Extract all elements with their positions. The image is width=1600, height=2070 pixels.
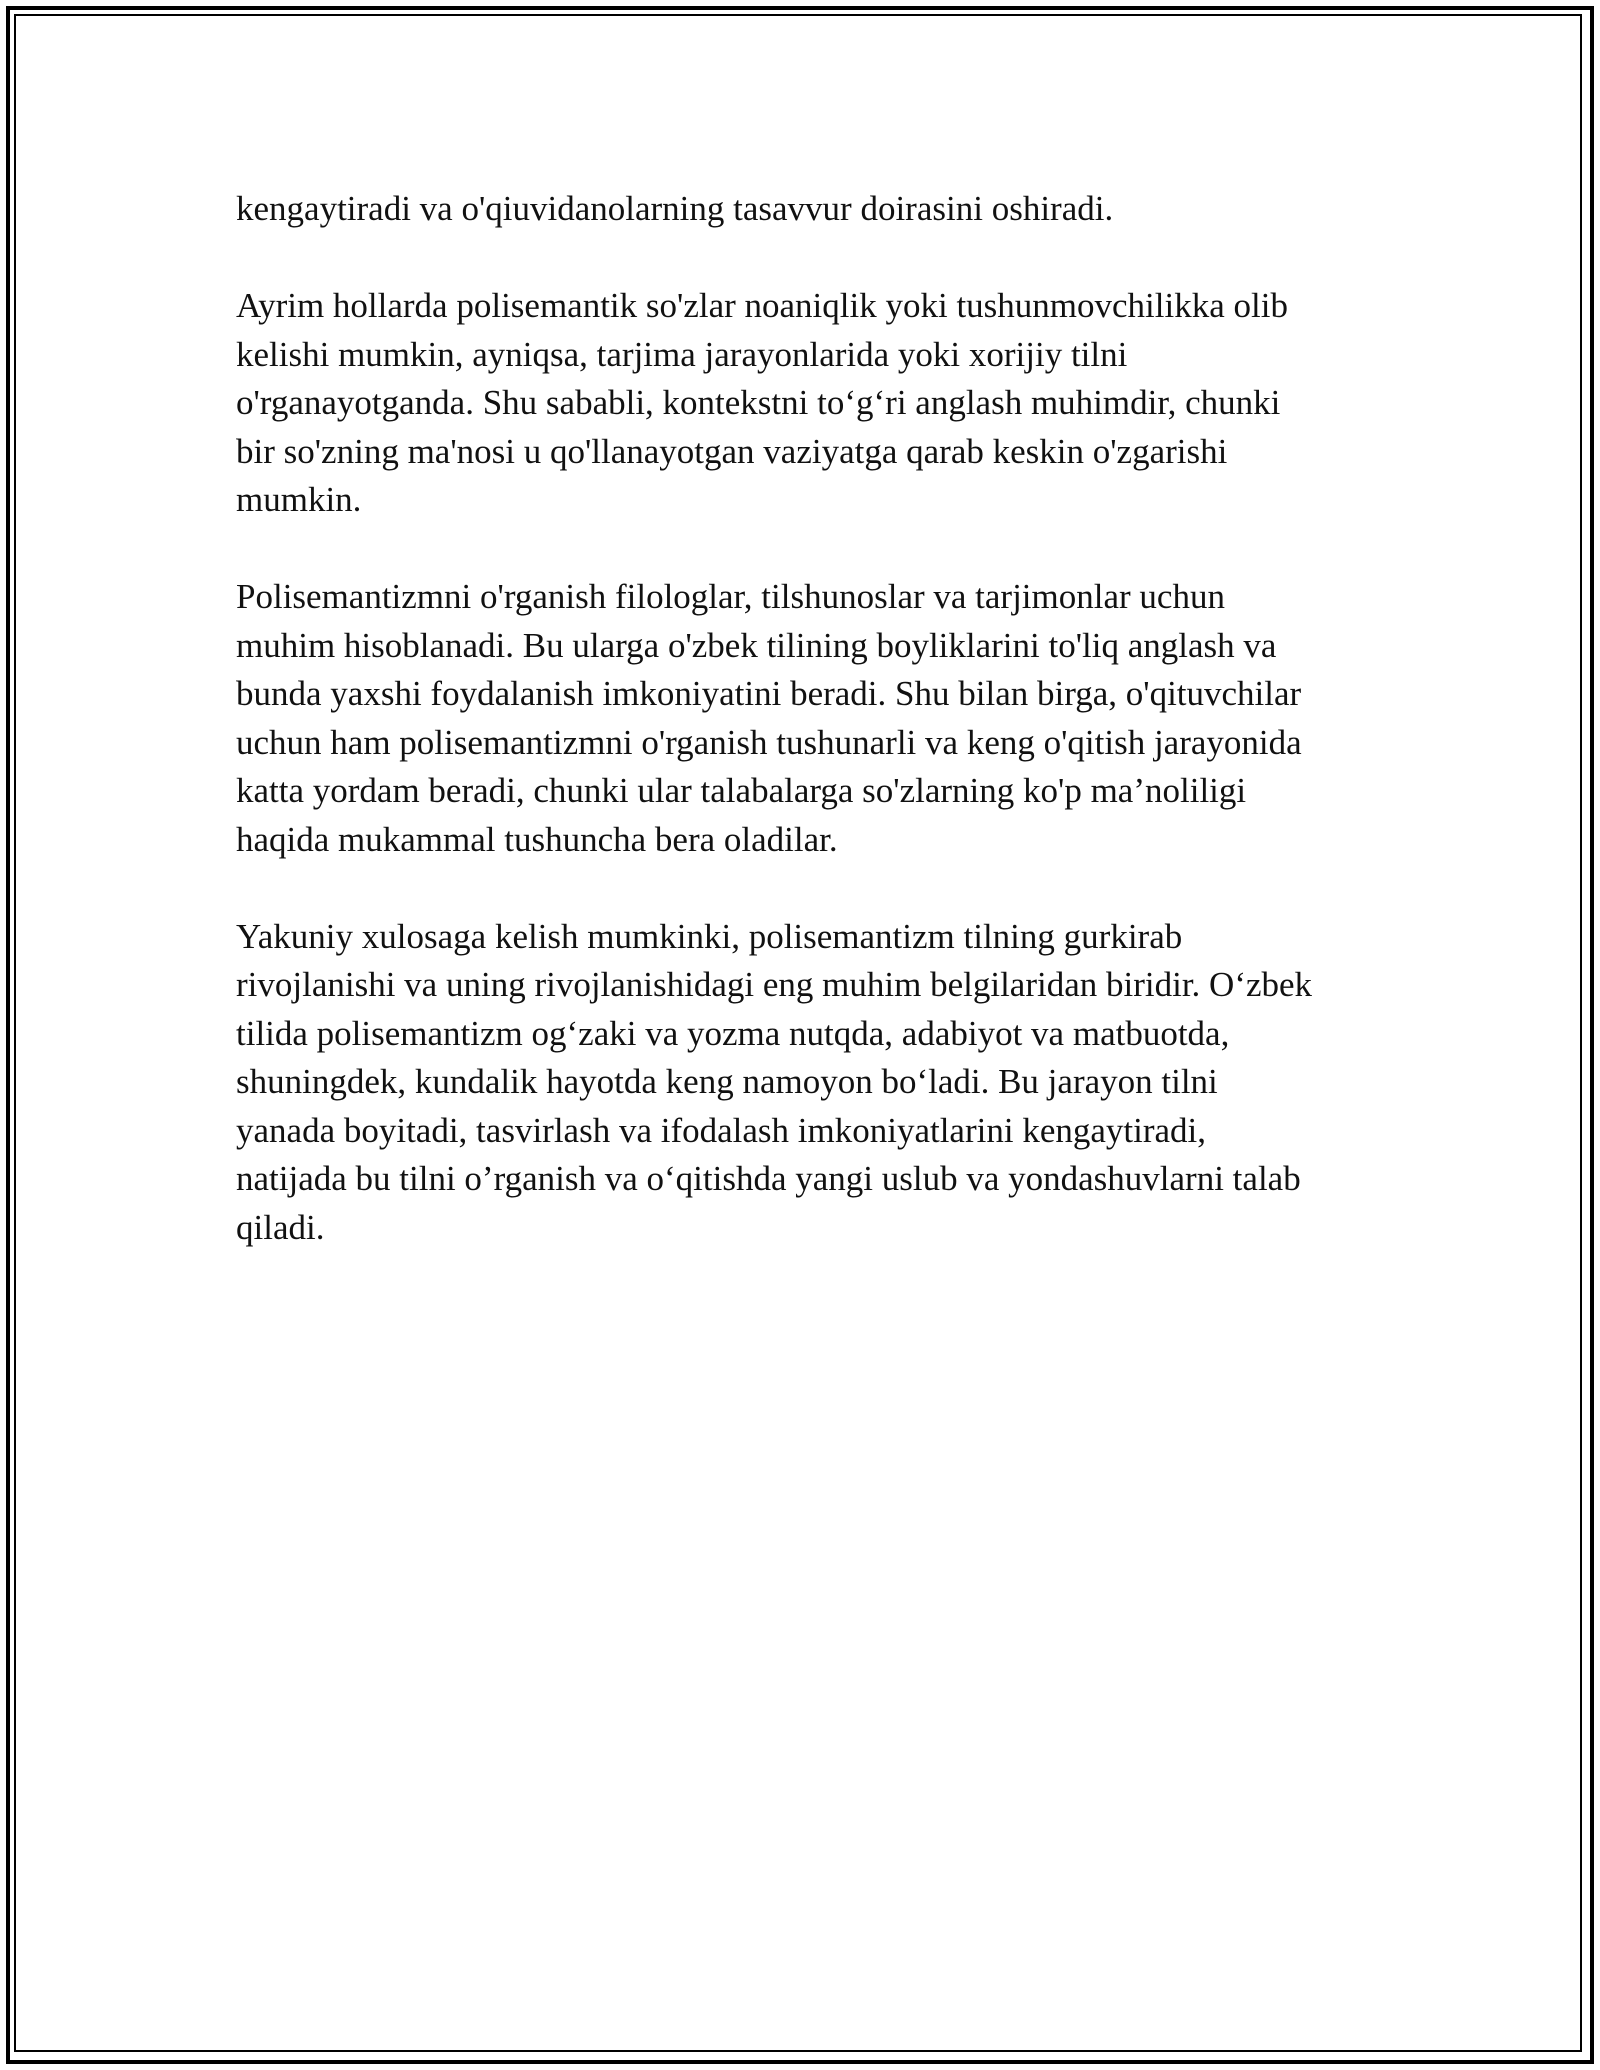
document-body: [236, 185, 1416, 1301]
text-line: o'rganayotganda. Shu sababli, kontekstni to‘g‘ri anglash muhimdir, chunki: [236, 383, 1281, 422]
text-line: bunda yaxshi foydalanish imkoniyatini beradi. Shu bilan birga, o'qituvchilar: [236, 674, 1302, 713]
text-line: yanada boyitadi, tasvirlash va ifodalash imkoniyatlarini kengaytiradi,: [236, 1110, 1207, 1150]
text-line: qiladi.: [236, 1207, 325, 1247]
paragraph-4: [236, 913, 1416, 1253]
text-line: kelishi mumkin, ayniqsa, tarjima jarayonlarida yoki xorijiy tilni: [236, 334, 1128, 374]
paragraph-1: [236, 185, 1416, 234]
text-line: muhim hisoblanadi. Bu ularga o'zbek tilining boyliklarini to'liq anglash va: [236, 625, 1277, 665]
text-line: bir so'zning ma'nosi u qo'llanayotgan vaziyatga qarab keskin o'zgarishi: [236, 431, 1228, 471]
text-line: natijada bu tilni o’rganish va o‘qitishda yangi uslub va yondashuvlarni talab: [236, 1159, 1301, 1198]
text-line: uchun ham polisemantizmni o'rganish tushunarli va keng o'qitish jarayonida: [236, 722, 1302, 762]
paragraph-3: [236, 573, 1416, 864]
text-line: shuningdek, kundalik hayotda keng namoyon bo‘ladi. Bu jarayon tilni: [236, 1062, 1218, 1101]
text-line: Ayrim hollarda polisemantik so'zlar noaniqlik yoki tushunmovchilikka olib: [236, 286, 1288, 325]
text-line: kengaytiradi va o'qiuvidanolarning tasavvur doirasini oshiradi.: [236, 189, 1114, 228]
text-line: rivojlanishi va uning rivojlanishidagi eng muhim belgilaridan biridir. O‘zbek: [236, 965, 1313, 1004]
text-line: tilida polisemantizm og‘zaki va yozma nutqda, adabiyot va matbuotda,: [236, 1013, 1230, 1053]
text-line: mumkin.: [236, 480, 362, 519]
paragraph-2: [236, 282, 1416, 525]
text-line: Polisemantizmni o'rganish filologlar, tilshunoslar va tarjimonlar uchun: [236, 577, 1225, 616]
text-line: haqida mukammal tushuncha bera oladilar.: [236, 819, 838, 859]
text-line: katta yordam beradi, chunki ular talabalarga so'zlarning ko'p ma’noliligi: [236, 771, 1247, 810]
text-line: Yakuniy xulosaga kelish mumkinki, polisemantizm tilning gurkirab: [236, 916, 1183, 956]
